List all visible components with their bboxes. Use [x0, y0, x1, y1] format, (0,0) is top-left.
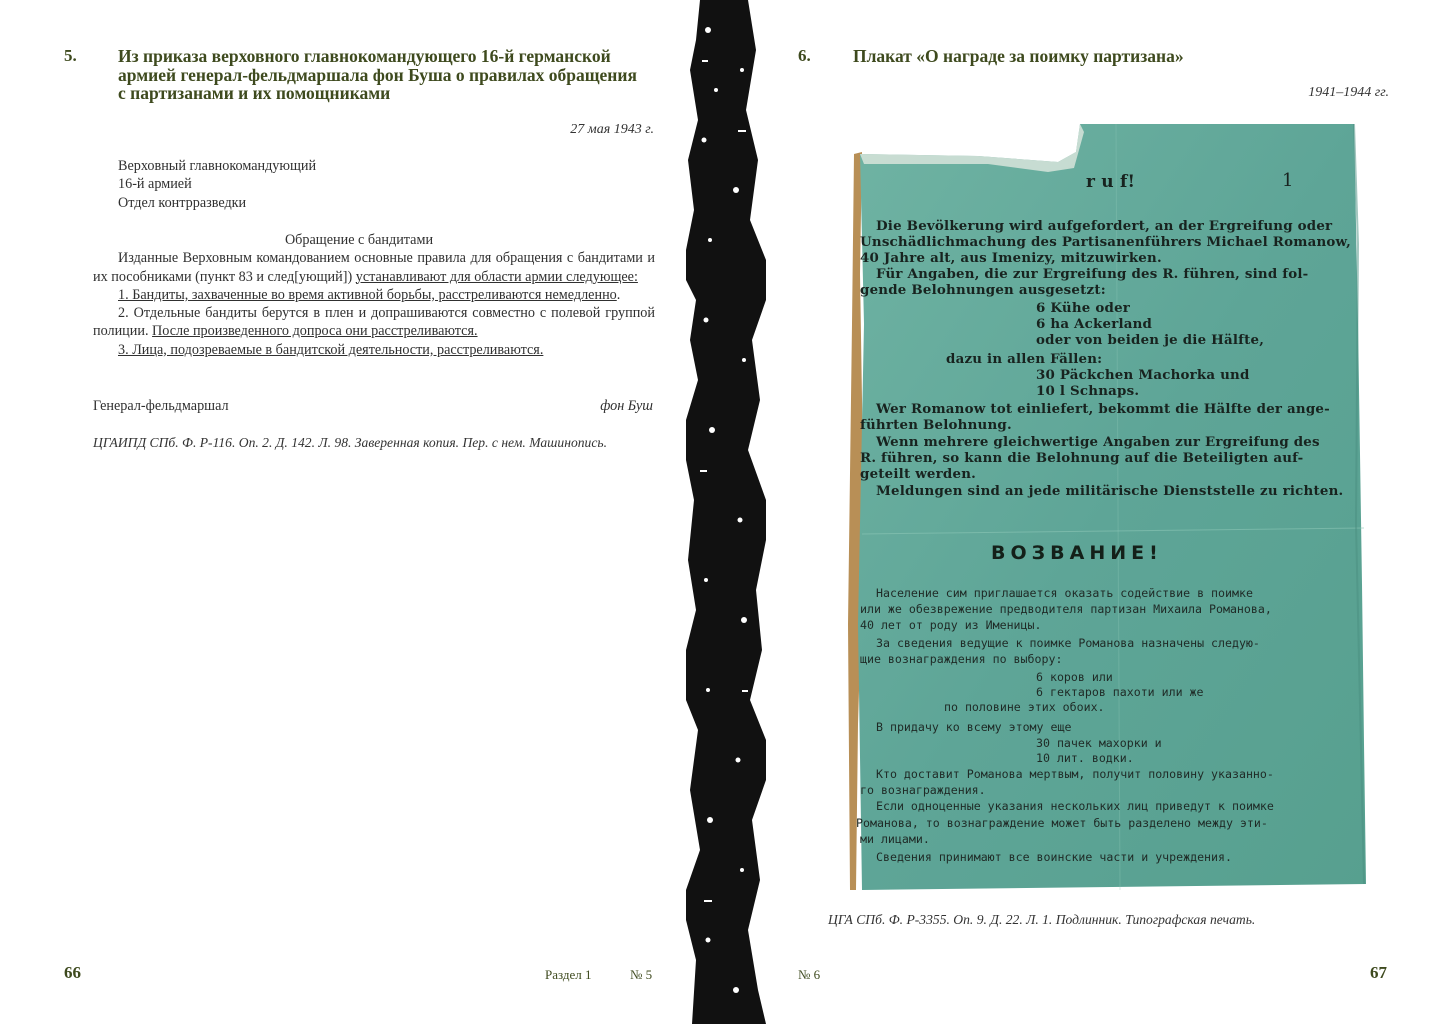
footer-document-number: № 5 [630, 967, 653, 982]
signature-title: Генерал-фельдмаршал [93, 398, 229, 414]
german-line: R. führen, so kann die Belohnung auf die Beteiligten auf- [860, 450, 1304, 466]
russian-line: ми лицами. [860, 832, 930, 846]
section-label: Раздел 1 [545, 967, 592, 982]
german-line: Wenn mehrere gleichwertige Angaben zur Ergreifung des [876, 434, 1320, 450]
archive-reference: ЦГАИПД СПб. Ф. Р-116. Оп. 2. Д. 142. Л. 98. Заверенная копия. Пер. с нем. Машинопись. [93, 435, 607, 450]
german-line: führten Belohnung. [860, 417, 1012, 433]
header-line: Отдел контрразведки [118, 194, 247, 211]
left-page [0, 0, 686, 1024]
poster-text [848, 124, 1366, 890]
document-title: Плакат «О награде за поимку партизана» [853, 46, 1184, 66]
russian-line: Население сим приглашается оказать содействие в поимке [876, 586, 1253, 600]
document-date: 1941–1944 гг. [1308, 85, 1389, 100]
rule-1-tail: . [616, 286, 621, 303]
german-line: 10 l Schnaps. [1036, 383, 1140, 399]
russian-line: 10 лит. водки. [1036, 751, 1134, 765]
german-line: 40 Jahre alt, aus Imenizy, mitzuwirken. [860, 250, 1162, 266]
german-line: dazu in allen Fällen: [946, 351, 1103, 367]
footer-document-number: № 6 [798, 967, 821, 982]
german-line: oder von beiden je die Hälfte, [1036, 332, 1265, 348]
german-line: Unschädlichmachung des Partisanenführers Michael Romanow, [860, 234, 1352, 250]
german-line: Wer Romanow tot einliefert, bekommt die Hälfte der ange- [876, 401, 1330, 417]
russian-line: или же обезврежение предводителя партизан Михаила Романова, [860, 602, 1272, 616]
russian-line: 30 пачек махорки и [1036, 736, 1162, 750]
russian-line: 40 лет от роду из Имeницы. [860, 618, 1042, 632]
russian-line: За сведения ведущие к поимке Романова назначены следую- [876, 636, 1260, 650]
rule-3-text: 3. Лица, подозреваемые в бандитской деятельности, расстреливаются. [118, 341, 544, 358]
document-number: 6. [798, 46, 811, 65]
section-heading: Обращение с бандитами [284, 232, 434, 248]
german-header: r u f! [1086, 172, 1136, 192]
rule-item-1 [93, 286, 655, 304]
document-body [93, 231, 655, 359]
archive-reference: ЦГА СПб. Ф. Р-3355. Оп. 9. Д. 22. Л. 1. Подлинник. Типографская печать. [828, 912, 1256, 927]
german-line: 6 Kühe oder [1036, 300, 1131, 316]
russian-line: Кто доставит Романова мертвым, получит половину указанно- [876, 767, 1274, 781]
header-line: Верховный главнокомандующий [118, 158, 317, 174]
title-line: Из приказа верховного главнокомандующего 16-й германской [118, 46, 611, 66]
header-line: 16-й армией [118, 176, 192, 193]
russian-line: щие вознаграждения по выбору: [860, 652, 1063, 666]
page-number: 66 [64, 963, 81, 982]
document-number: 5. [64, 46, 77, 65]
german-line: Meldungen sind an jede militärische Dienststelle zu richten. [876, 483, 1344, 499]
russian-line: по половине этих обоих. [944, 700, 1105, 714]
german-line: gende Belohnungen ausgesetzt: [860, 282, 1106, 298]
rule-2-underlined: После произведенного допроса они расстреливаются. [152, 323, 478, 340]
intro-paragraph [93, 249, 655, 286]
grunge-spine [686, 0, 766, 1024]
intro-text: Изданные Верховным командованием основные правила для обращения с бандитами и их пособниками (пункт 83 и след[ующий]) [93, 250, 655, 285]
rule-item-3 [93, 341, 655, 359]
document-date: 27 мая 1943 г. [570, 122, 654, 137]
document-title [118, 47, 678, 103]
handwritten-mark: 1 [1282, 170, 1294, 191]
rule-item-2 [93, 304, 655, 341]
russian-line: В придачу ко всему этому еще [876, 720, 1072, 734]
document-header [118, 157, 316, 212]
russian-line: Сведения принимают все воинские части и учреждения. [876, 850, 1232, 864]
russian-line: 6 коров или [1036, 670, 1113, 684]
german-line: geteilt werden. [860, 466, 976, 482]
german-line: Für Angaben, die zur Ergreifung des R. führen, sind fol- [876, 266, 1309, 282]
page-number: 67 [1370, 963, 1387, 982]
russian-line: 6 гектаров пахоти или же [1036, 685, 1204, 699]
russian-line: го вознаграждения. [860, 783, 986, 797]
russian-line: Романова, то вознаграждение может быть разделено между эти- [856, 816, 1268, 830]
poster-image [848, 124, 1366, 890]
german-line: Die Bevölkerung wird aufgefordert, an der Ergreifung oder [876, 218, 1333, 234]
title-line: с партизанами и их помощниками [118, 83, 391, 103]
intro-underlined: устанавливают для области армии следующее: [355, 268, 638, 285]
signature-name: фон Буш [600, 398, 653, 414]
russian-line: Если одноценные указания нескольких лиц приведут к поимке [876, 799, 1274, 813]
rule-1-text: 1. Бандиты, захваченные во время активной борьбы, расстреливаются немедленно [118, 286, 617, 303]
russian-header: ВОЗВАНИЕ! [991, 542, 1163, 564]
german-line: 30 Päckchen Machorka und [1036, 367, 1250, 383]
title-line: армией генерал-фельдмаршала фон Буша о правилах обращения [118, 64, 637, 85]
rule-2-text: 2. Отдельные бандиты берутся в плен и допрашиваются совместно с полевой группой полиции. [93, 305, 655, 340]
german-line: 6 ha Ackerland [1036, 316, 1153, 332]
